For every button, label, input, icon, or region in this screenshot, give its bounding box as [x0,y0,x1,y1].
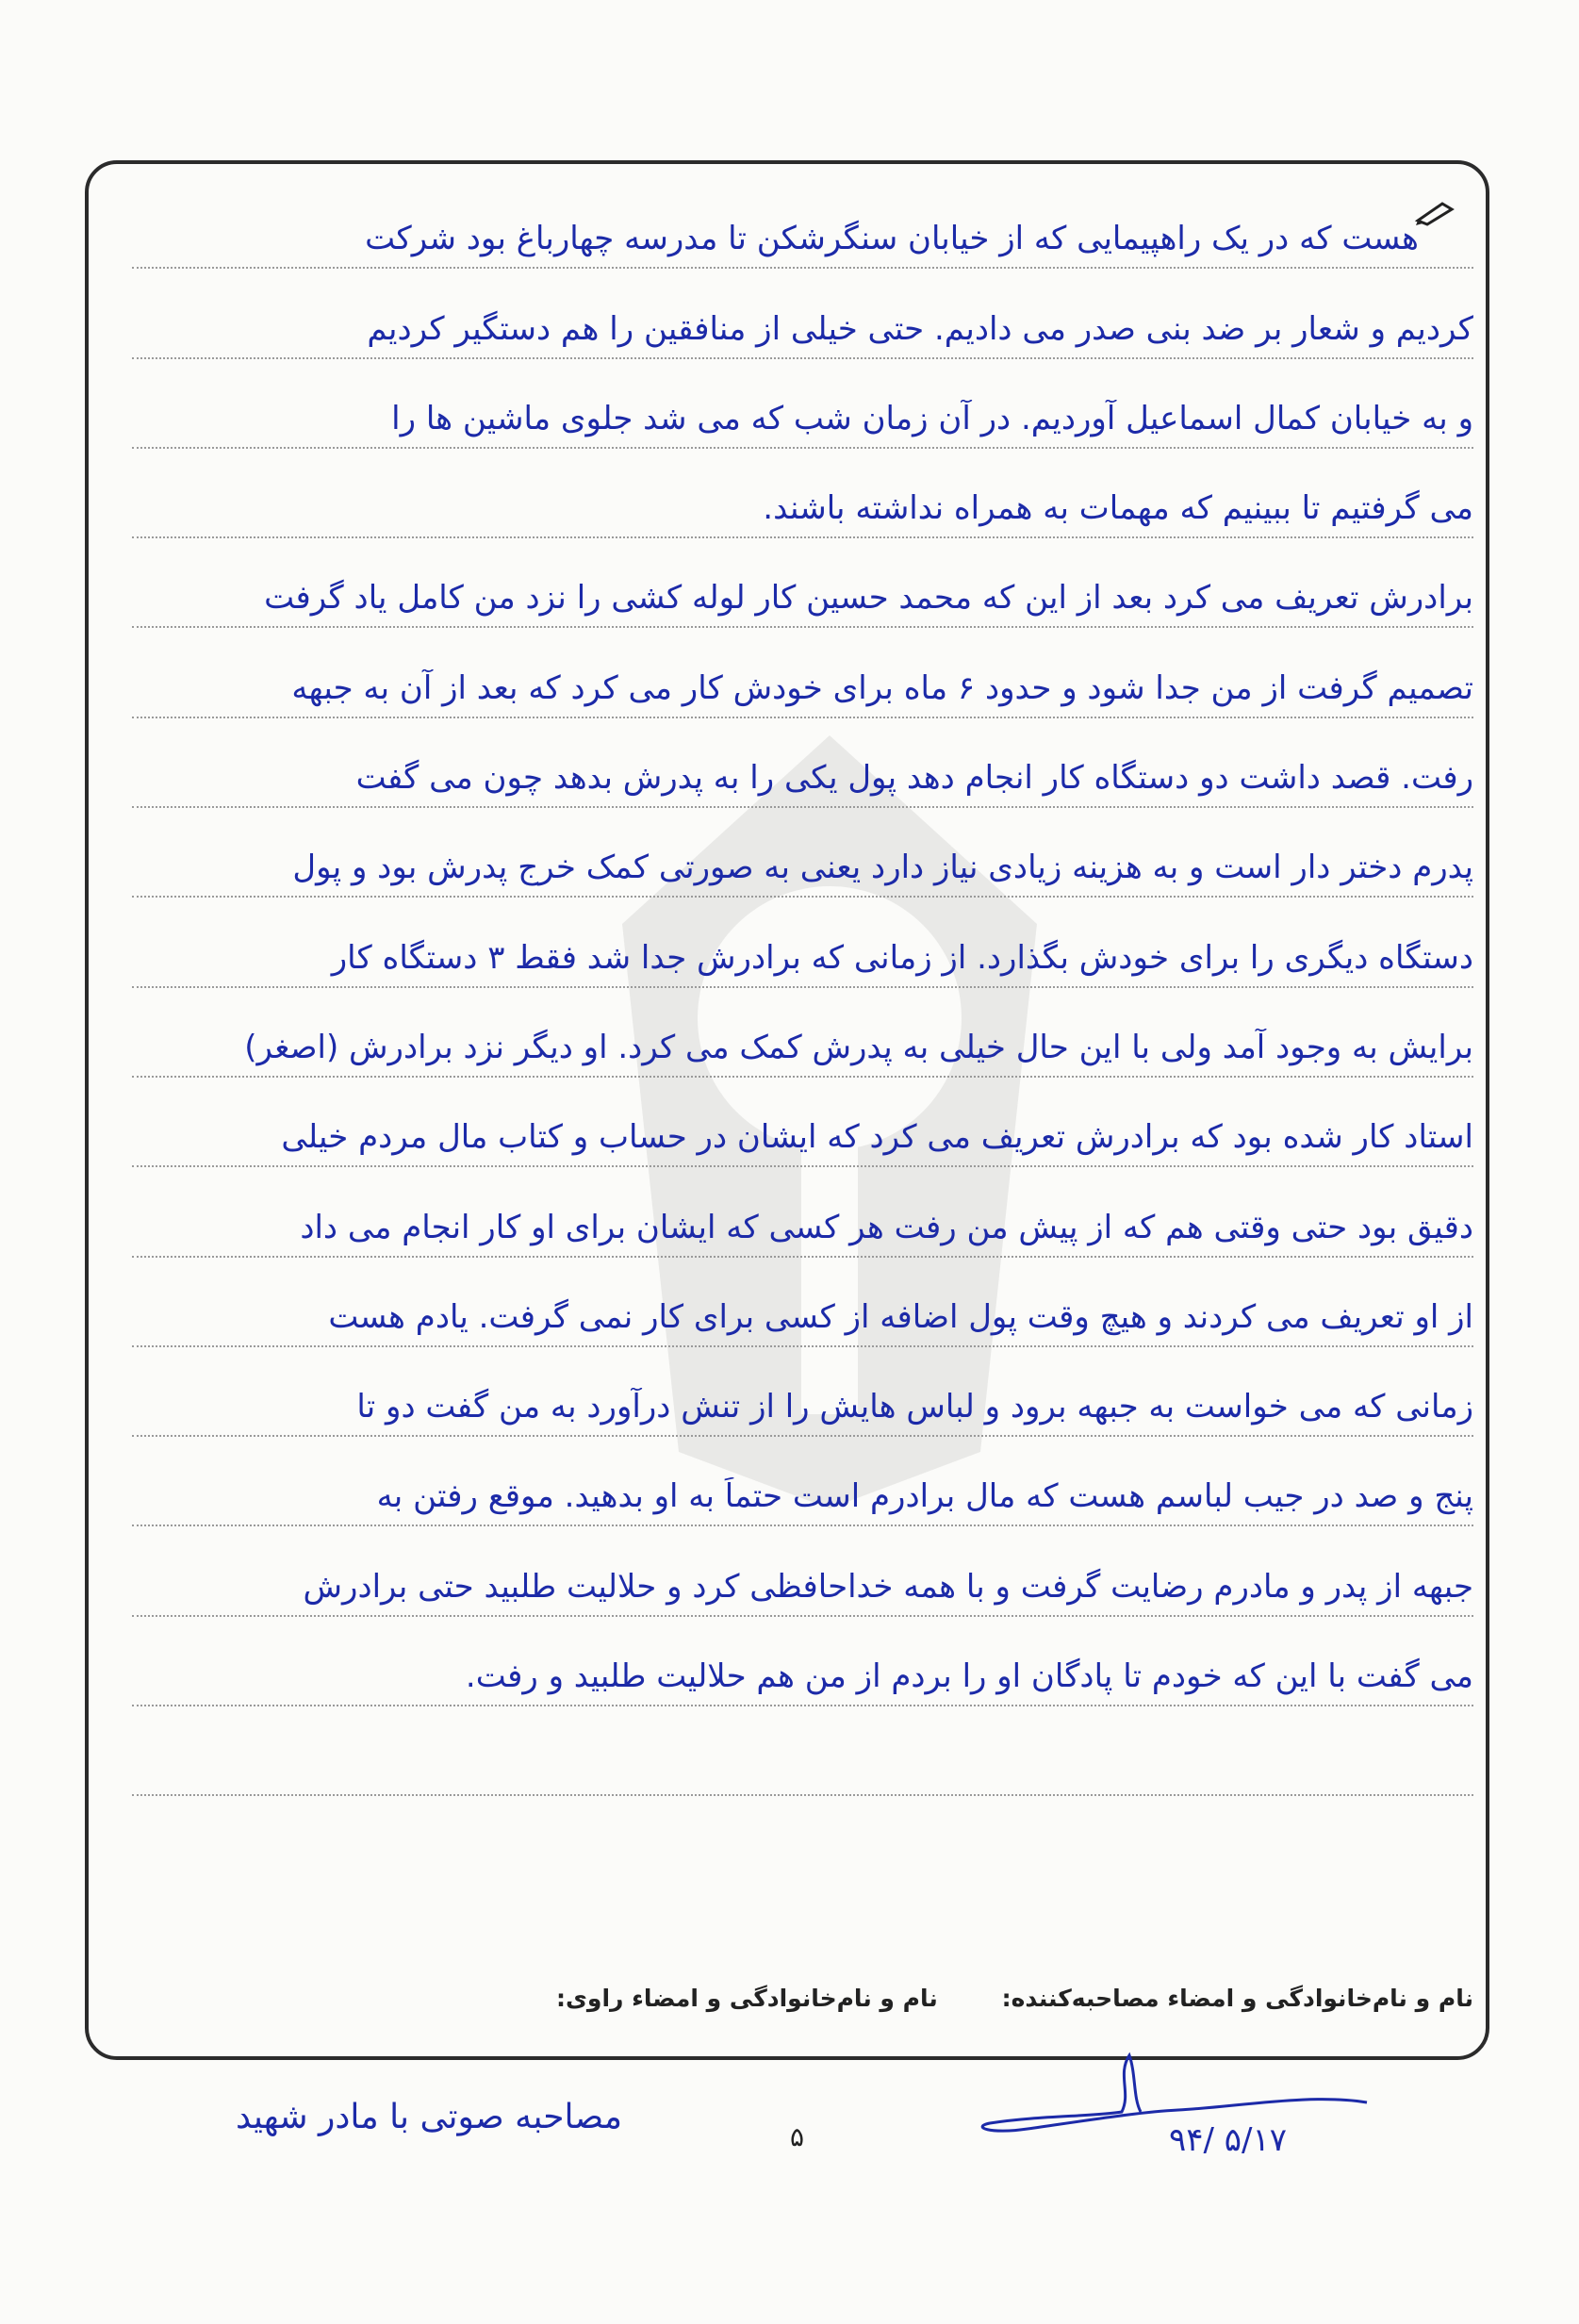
page-number: ۵ [790,2121,805,2152]
text-line: پدرم دختر دار است و به هزینه زیادی نیاز دارد یعنی به صورتی کمک خرج پدرش بود و پول [132,808,1473,898]
handwritten-body [132,179,1473,1796]
text-line: و به خیابان کمال اسماعیل آوردیم. در آن زمان شب که می شد جلوی ماشین ها را [132,359,1473,449]
text-line [132,1706,1473,1796]
text-line: برایش به وجود آمد ولی با این حال خیلی به پدرش کمک می کرد. او دیگر نزد برادرش (اصغر) [132,988,1473,1078]
text-line: پنج و صد در جیب لباسم هست که مال برادرم است حتماً به او بدهید. موقع رفتن به [132,1437,1473,1526]
text-line: می گفت با این که خودم تا پادگان او را بردم از من هم حلالیت طلبید و رفت. [132,1617,1473,1706]
text-line: از او تعریف می کردند و هیچ وقت پول اضافه از کسی برای کار نمی گرفت. یادم هست [132,1258,1473,1347]
interviewer-label: نام و نام‌خانوادگی و امضاء مصاحبه‌کننده: [1001,1985,1473,2012]
narrator-label: نام و نام‌خانوادگی و امضاء راوی: [556,1985,938,2012]
text-line: کردیم و شعار بر ضد بنی صدر می دادیم. حتی خیلی از منافقین را هم دستگیر کردیم [132,269,1473,358]
text-line: تصمیم گرفت از من جدا شود و حدود ۶ ماه برای خودش کار می کرد که بعد از آن به جبهه [132,628,1473,717]
text-line: برادرش تعریف می کرد بعد از این که محمد حسین کار لوله کشی را نزد من کامل یاد گرفت [132,538,1473,628]
narrator-note: مصاحبه صوتی با مادر شهید [236,2098,623,2136]
text-line: جبهه از پدر و مادرم رضایت گرفت و با همه خداحافظی کرد و حلالیت طلبید حتی برادرش [132,1526,1473,1616]
text-line: رفت. قصد داشت دو دستگاه کار انجام دهد پول یکی را به پدرش بدهد چون می گفت [132,718,1473,808]
text-line: دستگاه دیگری را برای خودش بگذارد. از زمانی که برادرش جدا شد فقط ۳ دستگاه کار [132,898,1473,987]
text-line: دقیق بود حتی وقتی هم که از پیش من رفت هر کسی که ایشان برای او کار انجام می داد [132,1167,1473,1257]
text-line: استاد کار شده بود که برادرش تعریف می کرد که ایشان در حساب و کتاب مال مردم خیلی [132,1078,1473,1167]
text-line: هست که در یک راهپیمایی که از خیابان سنگرشکن تا مدرسه چهارباغ بود شرکت [132,179,1473,269]
signature-date: ۹۴/ ۵/۱۷ [1169,2121,1288,2159]
text-line: زمانی که می خواست به جبهه برود و لباس هایش را از تنش درآورد به من گفت دو تا [132,1347,1473,1437]
signature-labels [132,1985,1473,2012]
text-line: می گرفتیم تا ببینیم که مهمات به همراه نداشته باشند. [132,449,1473,538]
